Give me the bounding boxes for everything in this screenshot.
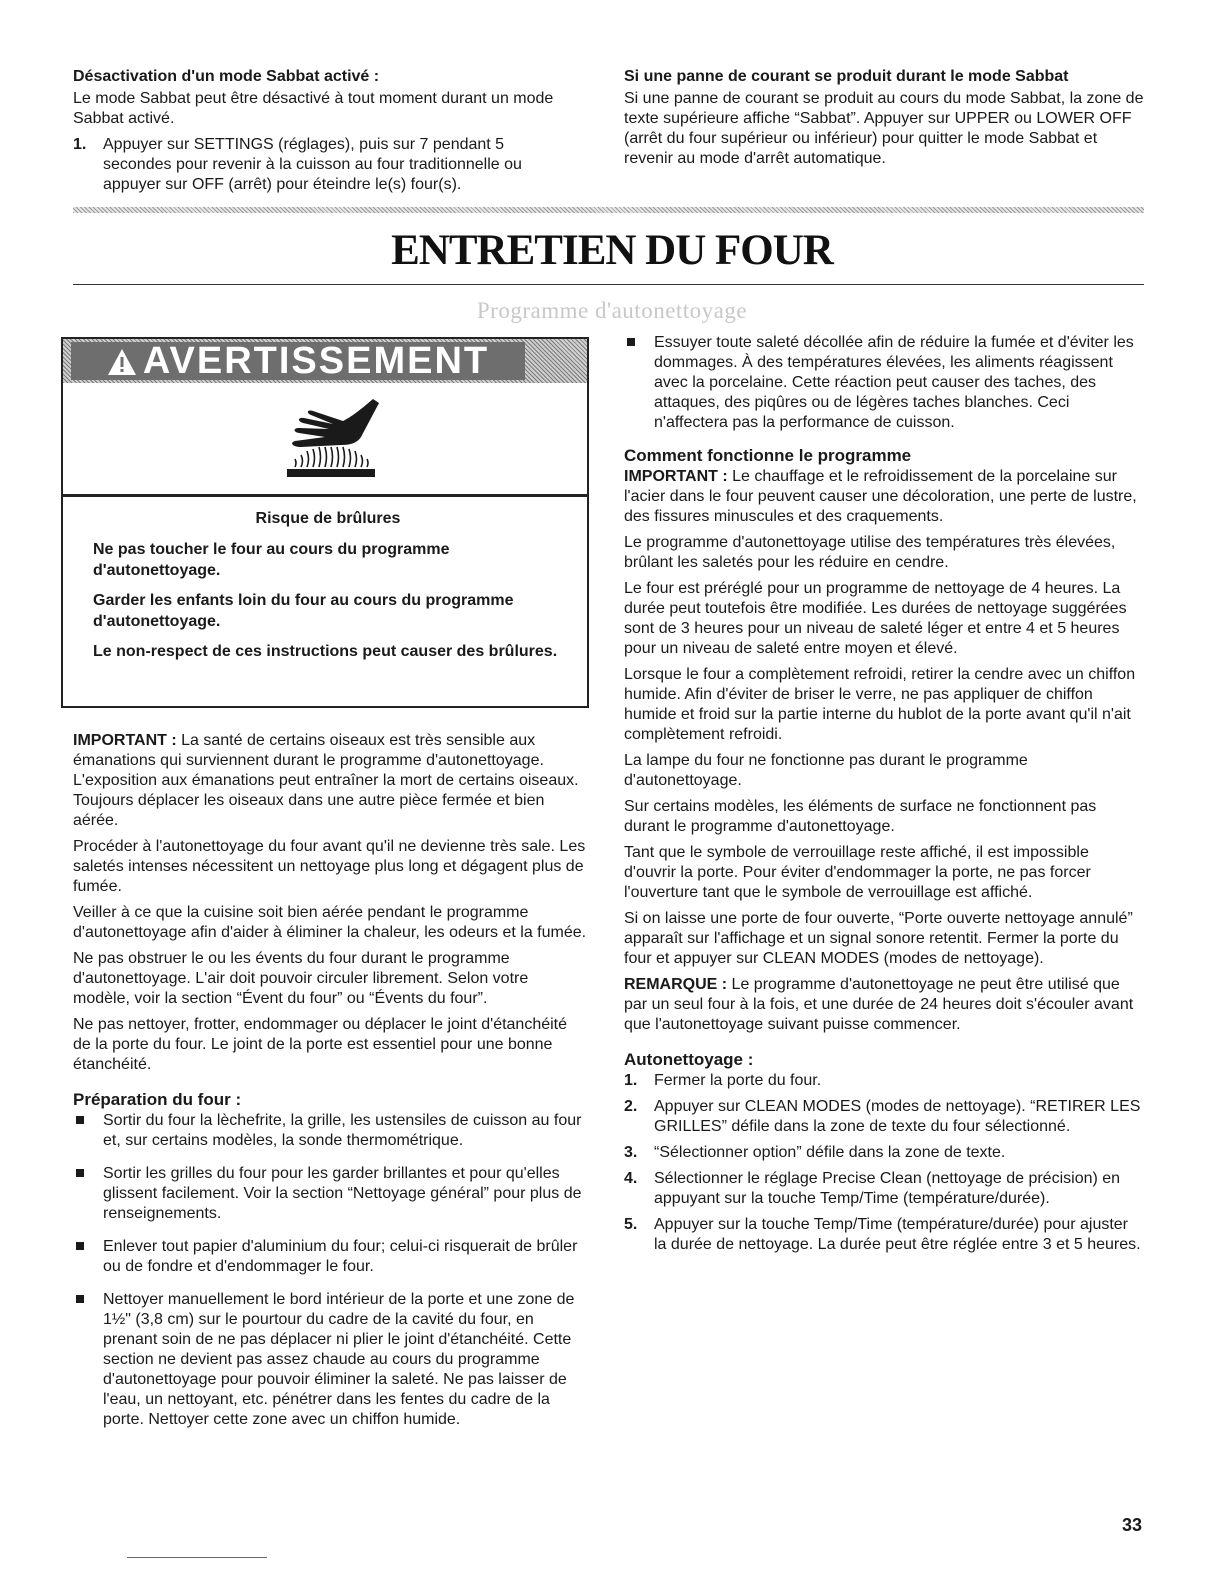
bullet-text: Essuyer toute saleté décollée afin de réduire la fumée et d'éviter les dommages. À des températures élevées, les aliments réagissent avec la porcelaine. Cette réaction peut causer des taches, des attaques, des piqûres ou de légères taches blanches. Ceci n'affectera pas la performance de cuisson. (654, 334, 1134, 431)
cleanup-bullet (624, 333, 1144, 433)
warning-label: AVERTISSEMENT (142, 340, 490, 382)
step-text: Appuyer sur CLEAN MODES (modes de nettoyage). “RETIRER LES GRILLES” défile dans la zone de texte du four sélectionné. (654, 1098, 1141, 1135)
warning-header (63, 339, 587, 383)
bullet-text: Nettoyer manuellement le bord intérieur de la porte et une zone de 1½" (3,8 cm) sur le pourtour du cadre de la cavité du four, en prenant soin de ne pas déplacer ni plier le joint d'étanchéité. Cette section ne devient pas assez chaude au cours du programme d'autonettoyage pour pouvoir éliminer la saleté. Ne pas laisser de l'eau, un nettoyant, etc. pénétrer dans les fentes du cadre de la porte. Nettoyer cette zone avec un chiffon humide. (103, 1291, 575, 1428)
bullet-text: Sortir les grilles du four pour les garder brillantes et pour qu'elles glissent facilement. Voir la section “Nettoyage général” pour plus de renseignements. (103, 1165, 582, 1222)
page-title: ENTRETIEN DU FOUR (391, 227, 833, 274)
step-number: 3. (624, 1144, 638, 1161)
how-heading: Comment fonctionne le programme (624, 446, 912, 465)
step-number: 2. (624, 1098, 638, 1115)
section-heading: Programme d'autonettoyage (476, 298, 748, 323)
auto-heading: Autonettoyage : (624, 1050, 754, 1069)
note-paragraph (624, 975, 1144, 1035)
auto-step (624, 1097, 1144, 1137)
auto-step (624, 1143, 1144, 1163)
left-column (73, 731, 588, 1443)
step-text: Appuyer sur SETTINGS (réglages), puis sur 7 pendant 5 secondes pour revenir à la cuisson au four traditionnelle ou appuyer sur OFF (arrêt) pour éteindre le(s) four(s). (103, 136, 522, 193)
warning-line: Le non-respect de ces instructions peut causer des brûlures. (93, 643, 558, 660)
important-text: Le chauffage et le refroidissement de la porcelaine sur l'acier dans le four peuvent causer une décoloration, une perte de lustre, des fissures minuscules et des craquements. (624, 468, 1137, 525)
title-rule (73, 284, 1144, 285)
bullet-square-icon (76, 1295, 84, 1303)
right-paragraph: Si on laisse une porte de four ouverte, “Porte ouverte nettoyage annulé” apparaît sur l'affichage et un signal sonore retentit. Fermer la porte du four et appuyer sur CLEAN MODES (modes de nettoyage). (624, 910, 1133, 967)
left-paragraph: Procéder à l'autonettoyage du four avant qu'il ne devienne très sale. Les saletés intenses nécessitent un nettoyage plus long et dégagent plus de fumée. (73, 838, 586, 895)
auto-step (624, 1169, 1144, 1209)
right-paragraph: Lorsque le four a complètement refroidi, retirer la cendre avec un chiffon humide. Afin d'éviter de briser le verre, ne pas appliquer de chiffon humide et froid sur la partie interne du hublot de la porte avant qu'il n'ait complètement refroidi. (624, 666, 1136, 743)
right-paragraph: Sur certains modèles, les éléments de surface ne fonctionnent pas durant le programme d'autonettoyage. (624, 798, 1097, 835)
bullet-square-icon (76, 1169, 84, 1177)
warning-box (61, 337, 589, 708)
important-text: La santé de certains oiseaux est très sensible aux émanations qui surviennent durant le programme d'autonettoyage. L'exposition aux émanations peut entraîner la mort de certains oiseaux. Toujours déplacer les oiseaux dans une autre pièce fermée et bien aérée. (73, 732, 579, 829)
note-text: Le programme d'autonettoyage ne peut être utilisé que par un seul four à la fois, et une durée de 24 heures doit s'écouler avant que l'autonettoyage suivant puisse commencer. (624, 976, 1134, 1033)
bullet-square-icon (627, 338, 635, 346)
warning-line: Ne pas toucher le four au cours du programme d'autonettoyage. (93, 541, 450, 579)
bullet-square-icon (76, 1116, 84, 1124)
sabbat-deactivation-text: Le mode Sabbat peut être désactivé à tout moment durant un mode Sabbat activé. (73, 90, 554, 127)
important-label: IMPORTANT : (624, 468, 728, 485)
prep-heading: Préparation du four : (73, 1090, 242, 1109)
prep-bullet (73, 1290, 588, 1430)
prep-bullet (73, 1164, 588, 1224)
bullet-text: Enlever tout papier d'aluminium du four; celui-ci risquerait de brûler ou de fondre et d'endommager le four. (103, 1238, 578, 1275)
step-number: 4. (624, 1170, 638, 1187)
important-label: IMPORTANT : (73, 732, 177, 749)
right-paragraph: Tant que le symbole de verrouillage reste affiché, il est impossible d'ouvrir la porte. Pour éviter d'endommager la porte, ne pas forcer l'ouverture tant que le symbole de verrouillage est affiché. (624, 844, 1091, 901)
step-text: Appuyer sur la touche Temp/Time (température/durée) pour ajuster la durée de nettoyage. La durée peut être réglée entre 3 et 5 heures. (654, 1216, 1141, 1253)
step-text: Fermer la porte du four. (654, 1072, 822, 1089)
step-text: Sélectionner le réglage Precise Clean (nettoyage de précision) en appuyant sur la touche Temp/Time (température/durée). (654, 1170, 1121, 1207)
important-porcelain (624, 467, 1144, 527)
power-failure-heading: Si une panne de courant se produit durant le mode Sabbat (624, 68, 1069, 85)
right-paragraph: Le four est préréglé pour un programme de nettoyage de 4 heures. La durée peut toutefois être modifiée. Les durées de nettoyage suggérées sont de 3 heures pour un niveau de saleté léger et entre 4 et 5 heures pour un niveau de saleté entre moyen et élevé. (624, 580, 1127, 657)
burn-hand-icon (281, 397, 391, 487)
warning-divider (63, 494, 587, 497)
bullet-text: Sortir du four la lèchefrite, la grille, les ustensiles de cuisson au four et, sur certains modèles, la sonde thermométrique. (103, 1112, 582, 1149)
sabbat-step (73, 135, 573, 195)
warning-label-bar (71, 342, 525, 380)
right-paragraph: La lampe du four ne fonctionne pas durant le programme d'autonettoyage. (624, 752, 1028, 789)
step-text: “Sélectionner option” défile dans la zone de texte. (654, 1144, 1006, 1161)
important-birds (73, 731, 588, 831)
left-paragraph: Ne pas obstruer le ou les évents du four durant le programme d'autonettoyage. L'air doit pouvoir circuler librement. Selon votre modèle, voir la section “Évent du four” ou “Évents du four”. (73, 950, 529, 1007)
page-number: 33 (1121, 1515, 1142, 1535)
top-divider (73, 207, 1144, 213)
footer-line (127, 1557, 267, 1558)
warning-body (93, 508, 563, 671)
sabbat-deactivation-section (73, 67, 573, 201)
power-failure-section (624, 67, 1144, 175)
left-paragraph: Veiller à ce que la cuisine soit bien aérée pendant le programme d'autonettoyage afin d'aider à éliminer la chaleur, les odeurs et la fumée. (73, 904, 587, 941)
warning-line: Garder les enfants loin du four au cours du programme d'autonettoyage. (93, 592, 514, 630)
note-label: REMARQUE : (624, 976, 728, 993)
warning-risk: Risque de brûlures (255, 510, 401, 527)
step-number: 5. (624, 1216, 638, 1233)
auto-step (624, 1215, 1144, 1255)
warning-triangle-icon (107, 348, 137, 376)
auto-step (624, 1071, 1144, 1091)
left-paragraph: Ne pas nettoyer, frotter, endommager ou déplacer le joint d'étanchéité de la porte du four. Le joint de la porte est essentiel pour une bonne étanchéité. (73, 1016, 568, 1073)
right-paragraph: Le programme d'autonettoyage utilise des températures très élevées, brûlant les saletés pour les réduire en cendre. (624, 534, 1116, 571)
step-number: 1. (624, 1072, 638, 1089)
prep-bullet (73, 1111, 588, 1151)
power-failure-text: Si une panne de courant se produit au cours du mode Sabbat, la zone de texte supérieure affiche “Sabbat”. Appuyer sur UPPER ou LOWER OFF (arrêt du four supérieur ou inférieur) pour quitter le mode Sabbat et revenir au mode d'arrêt automatique. (624, 90, 1144, 167)
bullet-square-icon (76, 1242, 84, 1250)
prep-bullet (73, 1237, 588, 1277)
step-number: 1. (73, 136, 87, 153)
sabbat-deactivation-heading: Désactivation d'un mode Sabbat activé : (73, 68, 380, 85)
right-column (624, 333, 1144, 1261)
